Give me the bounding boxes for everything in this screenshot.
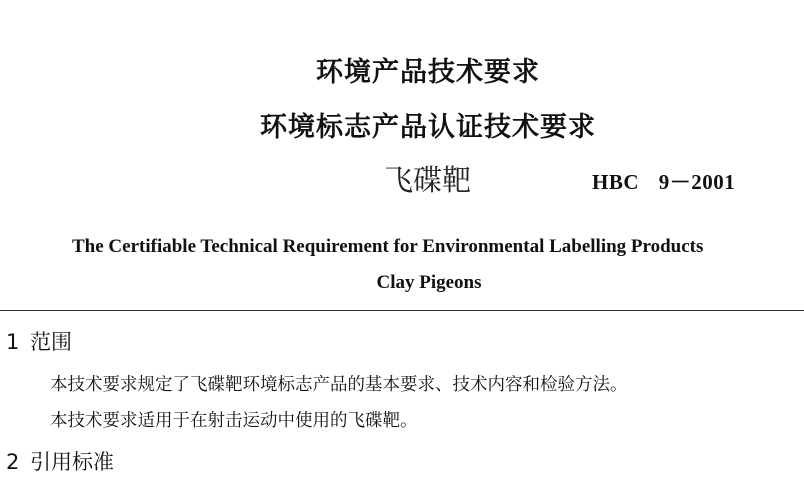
standard-code: HBC 9－2001 [592,170,736,194]
header-divider [0,310,804,311]
english-title-line2: Clay Pigeons [376,272,482,293]
scope-paragraph-2: 本技术要求适用于在射击运动中使用的飞碟靶。 [50,411,418,431]
scope-paragraph-1: 本技术要求规定了飞碟靶环境标志产品的基本要求、技术内容和检验方法。 [50,375,628,395]
section-heading-scope [6,326,72,356]
section-title: 范围 [30,330,72,354]
document-title-line1: 环境产品技术要求 [316,57,540,88]
section-title: 引用标准 [30,450,114,474]
product-name-cn: 飞碟靶 [384,163,472,197]
section-number: 1 [6,330,20,354]
english-title-line1: The Certifiable Technical Requirement for Environmental Labelling Products [72,236,704,257]
section-heading-references [6,446,114,476]
section-number: 2 [6,450,20,474]
document-title-line2: 环境标志产品认证技术要求 [260,112,596,143]
